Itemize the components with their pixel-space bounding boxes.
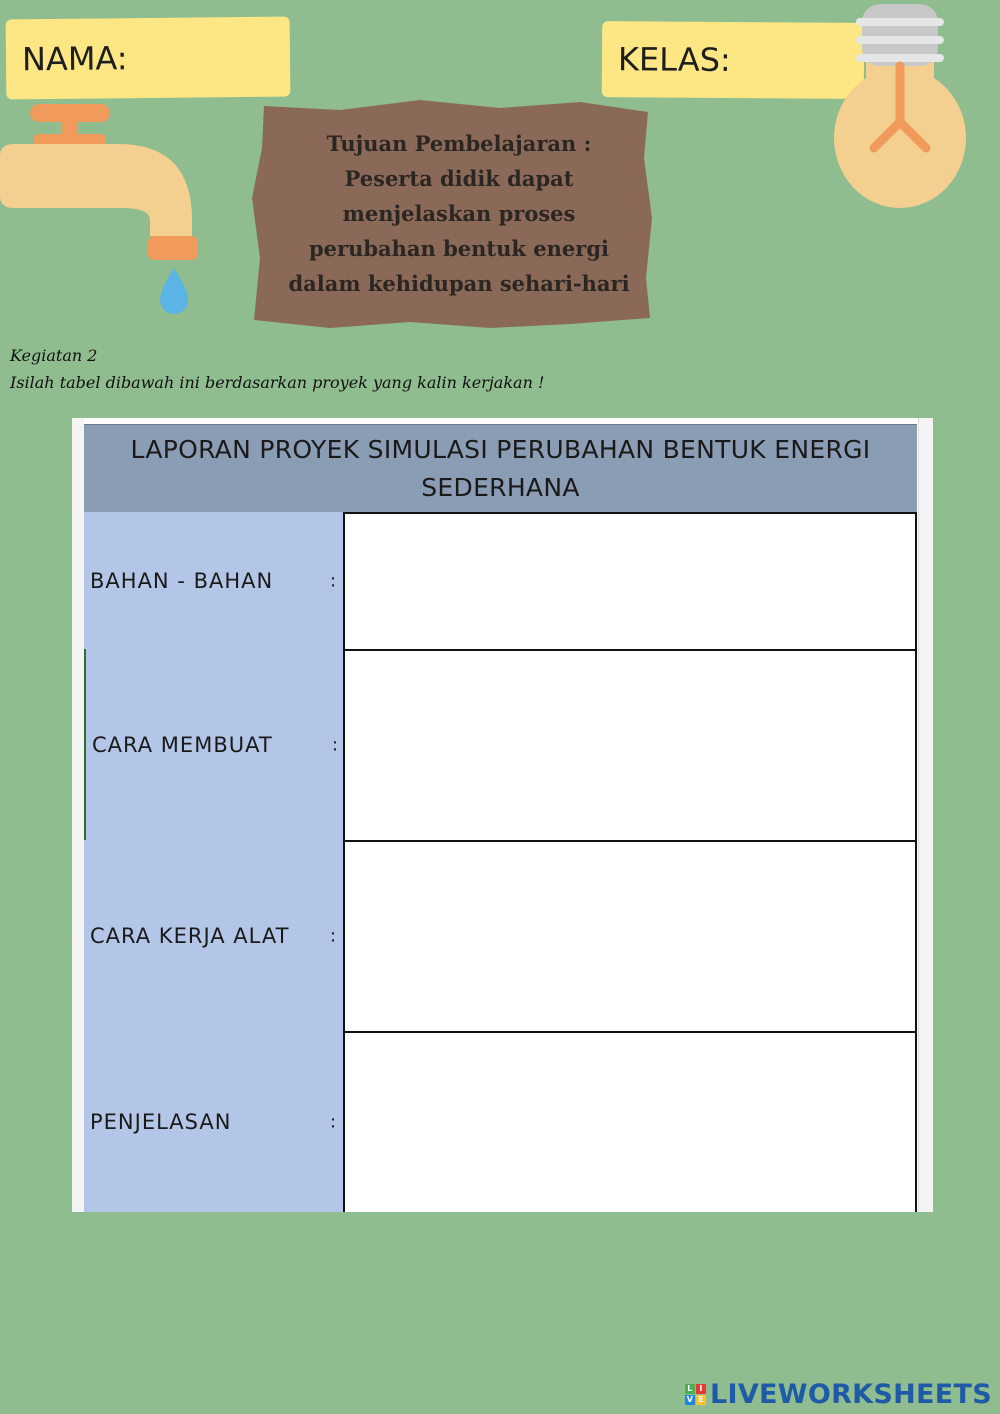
sheet-gutter-right [918,418,933,1212]
row-label-explanation: PENJELASAN [90,1109,232,1134]
answer-materials-input[interactable] [345,514,915,649]
activity-instruction: Isilah tabel dibawah ini berdasarkan proyek yang kalin kerjakan ! [10,373,545,392]
light-bulb-icon [826,0,976,216]
report-title: LAPORAN PROYEK SIMULASI PERUBAHAN BENTUK ENERGI SEDERHANA [84,424,917,513]
row-label-materials: BAHAN - BAHAN [90,568,274,593]
row-label-how-to-make: CARA MEMBUAT [92,732,273,757]
row-colon: : [330,1111,338,1132]
row-colon: : [330,925,338,946]
report-table [72,418,933,1212]
brand-logo [685,1379,992,1410]
class-label: KELAS: [617,40,731,79]
row-colon: : [330,570,338,591]
table-row-label [84,649,345,840]
brand-text: LIVEWORKSHEETS [709,1379,992,1410]
name-label: NAMA: [21,39,128,79]
objective-text: Tujuan Pembelajaran : Peserta didik dapat menjelaskan proses perubahan bentuk energi dalam kehidupan sehari-hari [288,131,630,296]
answer-materials[interactable] [343,512,917,649]
answer-how-it-works[interactable] [343,840,917,1031]
answer-explanation-input[interactable] [345,1033,915,1212]
learning-objective [250,98,654,330]
answer-explanation[interactable] [343,1031,917,1212]
row-colon: : [332,734,340,755]
activity-instructions [10,342,910,396]
sheet-gutter-left [72,418,84,1212]
table-row-label [84,1031,343,1212]
name-field [6,17,291,100]
faucet-icon [0,96,210,326]
class-field [602,21,865,99]
row-label-how-it-works: CARA KERJA ALAT [90,923,290,948]
answer-how-it-works-input[interactable] [345,842,915,1031]
table-row-label [84,840,343,1031]
answer-how-to-make-input[interactable] [345,651,915,840]
answer-how-to-make[interactable] [343,649,917,840]
water-drop-icon [160,268,188,314]
activity-title: Kegiatan 2 [10,346,98,365]
table-row-label [84,512,343,649]
name-input[interactable] [135,42,259,73]
brand-logo-icon: L I V E [685,1384,706,1405]
